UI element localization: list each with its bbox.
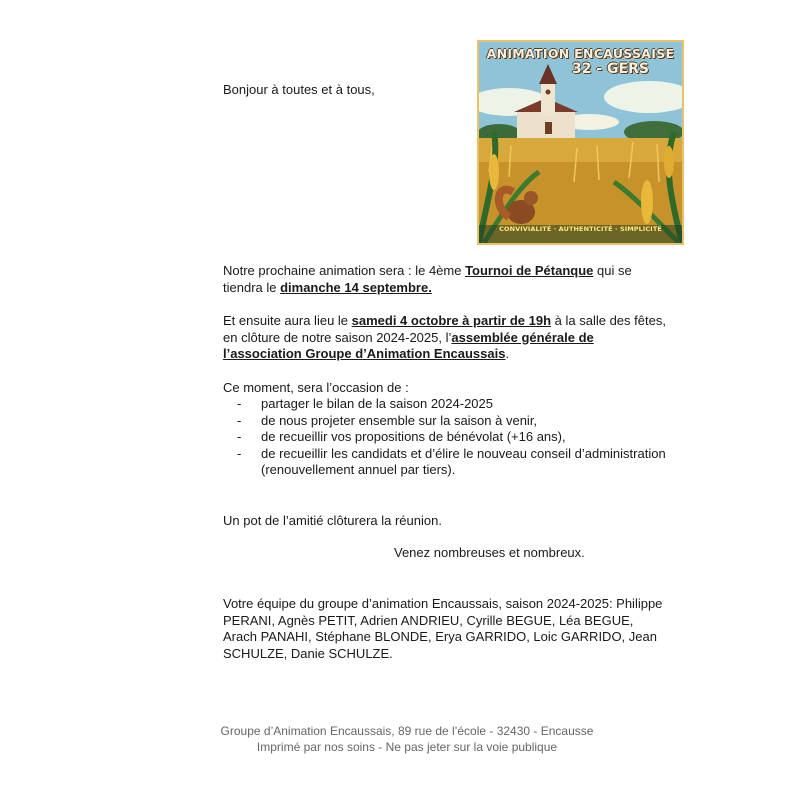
list-item: - partager le bilan de la saison 2024-2025 [223,396,693,413]
poster-subtitle: 32 - GERS [572,61,649,77]
footer-notice: Imprimé par nos soins - Ne pas jeter sur la voie publique [256,740,558,754]
occasion-list [223,396,693,479]
occasion-intro: Ce moment, sera l’occasion de : [223,380,409,395]
announcement-paragraph [223,263,668,296]
footer [200,723,614,755]
team-paragraph: Votre équipe du groupe d’animation Encaussais, saison 2024-2025: Philippe PERANI, Agnès PETIT, Adrien ANDRIEU, Cyrille BEGUE, Léa BEGUE, Arach PANAHI, Stéphane BLONDE, Erya GARRIDO, Loic GARRIDO, Jean SCHULZE, Danie SCHULZE. [223,596,663,661]
poster-image [477,40,684,245]
greeting: Bonjour à toutes et à tous, [223,82,375,97]
announcement-text-2: qui se tiendra le [223,263,632,295]
assembly-name: assemblée générale de l’association Groupe d’Animation Encaussais [223,329,594,361]
list-item: - de nous projeter ensemble sur la saison à venir, [223,413,693,430]
announcement-text: Notre prochaine animation sera : le 4ème [223,263,466,278]
assembly-text-2: à la salle des fêtes, en clôture de notre saison 2024-2025, l’ [223,313,666,345]
list-item: - de recueillir vos propositions de bénévolat (+16 ans), [223,429,693,446]
event-name: Tournoi de Pétanque [465,263,594,278]
pot-text: Un pot de l’amitié clôturera la réunion. [223,513,442,528]
assembly-paragraph [223,313,668,363]
assembly-text-3: . [505,346,510,361]
assembly-date: samedi 4 octobre à partir de 19h [351,313,552,328]
assembly-text: Et ensuite aura lieu le [223,313,352,328]
poster-slogan: CONVIVIALITÉ · AUTHENTICITÉ · SIMPLICITÉ [499,224,662,233]
poster-title: ANIMATION ENCAUSSAISE [486,46,675,61]
footer-address: Groupe d’Animation Encaussais, 89 rue de l’école - 32430 - Encausse [220,724,594,738]
event-date: dimanche 14 septembre. [280,279,432,295]
invite-text: Venez nombreuses et nombreux. [394,545,585,560]
list-item: - de recueillir les candidats et d’élire le nouveau conseil d’administration (renouvellement annuel par tiers). [223,446,693,479]
